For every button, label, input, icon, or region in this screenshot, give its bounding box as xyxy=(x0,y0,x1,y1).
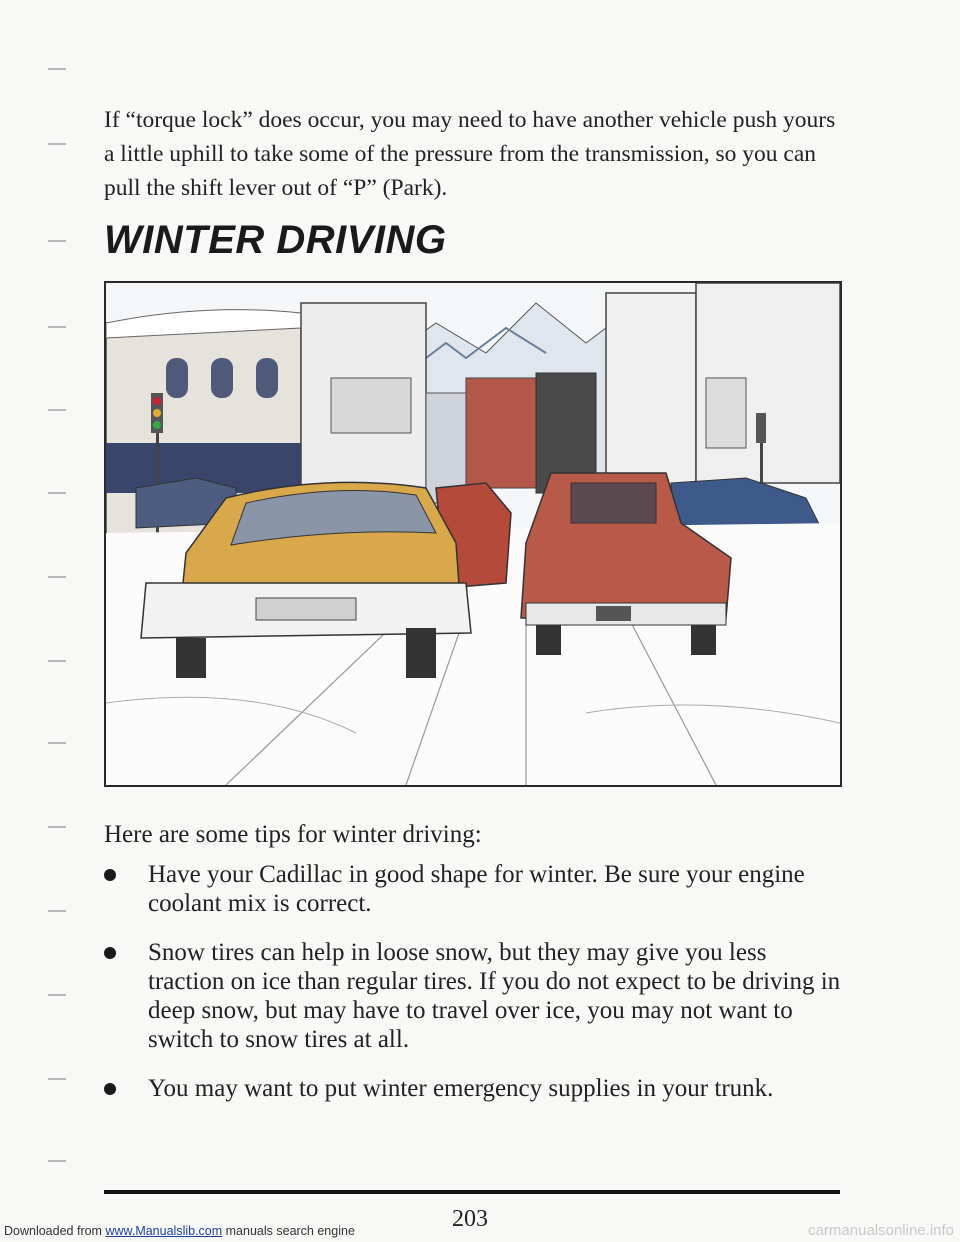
section-heading: WINTER DRIVING xyxy=(104,218,447,262)
tip-text: Have your Cadillac in good shape for winter. Be sure your engine coolant mix is correct. xyxy=(148,861,805,917)
tip-text: Snow tires can help in loose snow, but they may give you less traction on ice than regular tires. If you do not expect to be driving in deep snow, but may have to travel over ice, you may not want to switch to snow tires at all. xyxy=(148,939,841,1053)
winter-driving-illustration xyxy=(104,281,842,787)
tip-text: You may want to put winter emergency supplies in your trunk. xyxy=(148,1075,774,1102)
source-suffix: manuals search engine xyxy=(222,1224,355,1238)
bullet-icon xyxy=(104,1083,116,1095)
list-item xyxy=(104,1074,844,1103)
margin-tick-marks xyxy=(0,0,90,1242)
tips-intro: Here are some tips for winter driving: xyxy=(104,821,482,848)
page-number: 203 xyxy=(452,1206,488,1232)
footer-rule xyxy=(104,1190,840,1194)
bullet-icon xyxy=(104,947,116,959)
tips-list xyxy=(104,860,844,1123)
intro-paragraph: If “torque lock” does occur, you may need to have another vehicle push yours a little uphill to take some of the pressure from the transmission, so you can pull the shift lever out of “P” (Park). xyxy=(104,107,836,201)
list-item xyxy=(104,860,844,918)
watermark: carmanualsonline.info xyxy=(808,1222,954,1239)
winter-street-scene-icon xyxy=(106,283,840,785)
bullet-icon xyxy=(104,869,116,881)
download-source-note xyxy=(4,1224,355,1238)
source-prefix: Downloaded from xyxy=(4,1224,106,1238)
list-item xyxy=(104,938,844,1054)
manualslib-link[interactable]: www.Manualslib.com xyxy=(105,1224,223,1238)
